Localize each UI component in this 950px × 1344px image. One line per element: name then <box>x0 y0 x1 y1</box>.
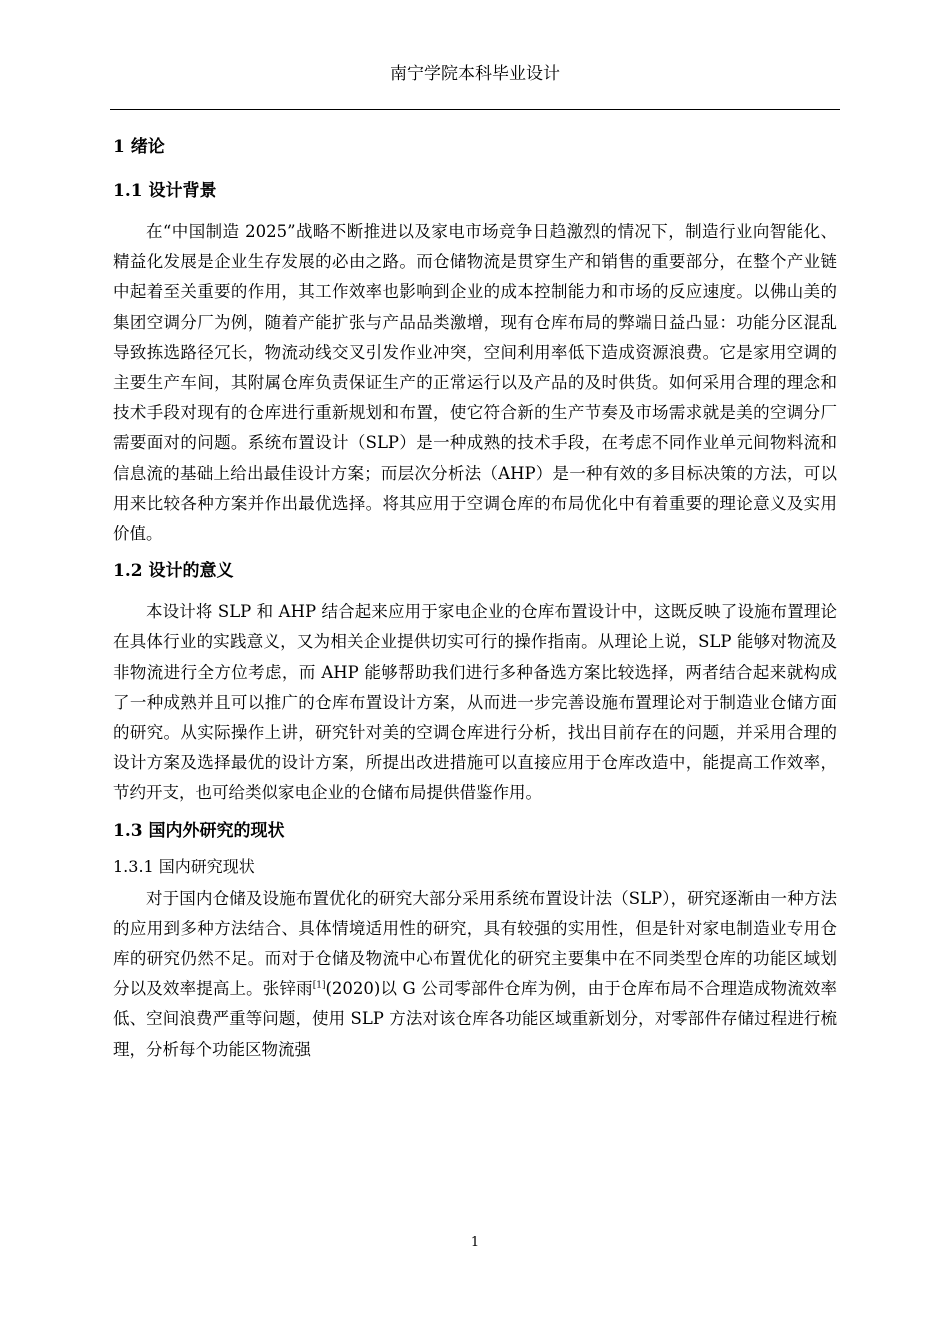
page-header <box>110 62 840 86</box>
header-divider <box>110 109 840 110</box>
paragraph-background: 在“中国制造 2025”战略不断推进以及家电市场竞争日趋激烈的情况下，制造行业向智能化、精益化发展是企业生存发展的必由之路。而仓储物流是贯穿生产和销售的重要部分，在整个产业链中起着至关重要的作用，其工作效率也影响到企业的成本控制能力和市场的反应速度。以佛山美的集团空调分厂为例，随着产能扩张与产品品类激增，现有仓库布局的弊端日益凸显：功能分区混乱导致拣选路径冗长，物流动线交叉引发作业冲突，空间利用率低下造成资源浪费。它是家用空调的主要生产车间，其附属仓库负责保证生产的正常运行以及产品的及时供货。如何采用合理的理念和技术手段对现有的仓库进行重新规划和布置，使它符合新的生产节奏及市场需求就是美的空调分厂需要面对的问题。系统布置设计（SLP）是一种成熟的技术手段，在考虑不同作业单元间物料流和信息流的基础上给出最佳设计方案；而层次分析法（AHP）是一种有效的多目标决策的方法，可以用来比较各种方案并作出最优选择。将其应用于空调仓库的布局优化中有着重要的理论意义及实用价值。 <box>113 222 837 544</box>
paragraph-text-part-1: 对于国内仓储及设施布置优化的研究大部分采用系统布置设计法（SLP），研究逐渐由一种方法的应用到多种方法结合、具体情境适用性的研究，具有较强的实用性，但是针对家电制造业专用仓库的研究仍然不足。而对于仓储及物流中心布置优化的研究主要集中在不同类型仓库的功能区域划分以及效率提高上。张锌雨 <box>113 888 837 999</box>
chapter-heading: 1 绪论 <box>113 137 165 157</box>
document-body <box>113 130 837 1070</box>
paragraph-text-part-2: (2020)以 G 公司零部件仓库为例，由于仓库布局不合理造成物流效率低、空间浪费严重等问题，使用 SLP 方法对该仓库各功能区域重新划分，对零部件存储过程进行梳理，分析每个功能区物流强 <box>113 979 837 1059</box>
paragraph-significance: 本设计将 SLP 和 AHP 结合起来应用于家电企业的仓库布置设计中，这既反映了设施布置理论在具体行业的实践意义，又为相关企业提供切实可行的操作指南。从理论上说，SLP 能够对物流及非物流进行全方位考虑，而 AHP 能够帮助我们进行多种备选方案比较选择，两者结合起来就构成了一种成熟并且可以推广的仓库布置设计方案，从而进一步完善设施布置理论对于制造业仓储方面的研究。从实际操作上讲，研究针对美的空调仓库进行分析，找出目前存在的问题，并采用合理的设计方案及选择最优的设计方案，所提出改进措施可以直接应用于仓库改造中，能提高工作效率，节约开支，也可给类似家电企业的仓储布局提供借鉴作用。 <box>113 602 837 803</box>
page-number: 1 <box>470 1235 480 1250</box>
header-title: 南宁学院本科毕业设计 <box>390 64 560 84</box>
section-heading-1-1: 1.1 设计背景 <box>113 181 217 201</box>
section-heading-1-2: 1.2 设计的意义 <box>113 561 234 582</box>
subsection-heading-1-3-1: 1.3.1 国内研究现状 <box>113 856 255 876</box>
citation-marker: [1] <box>312 980 326 991</box>
paragraph-domestic-research <box>113 884 837 1065</box>
section-heading-1-3: 1.3 国内外研究的现状 <box>113 820 285 841</box>
